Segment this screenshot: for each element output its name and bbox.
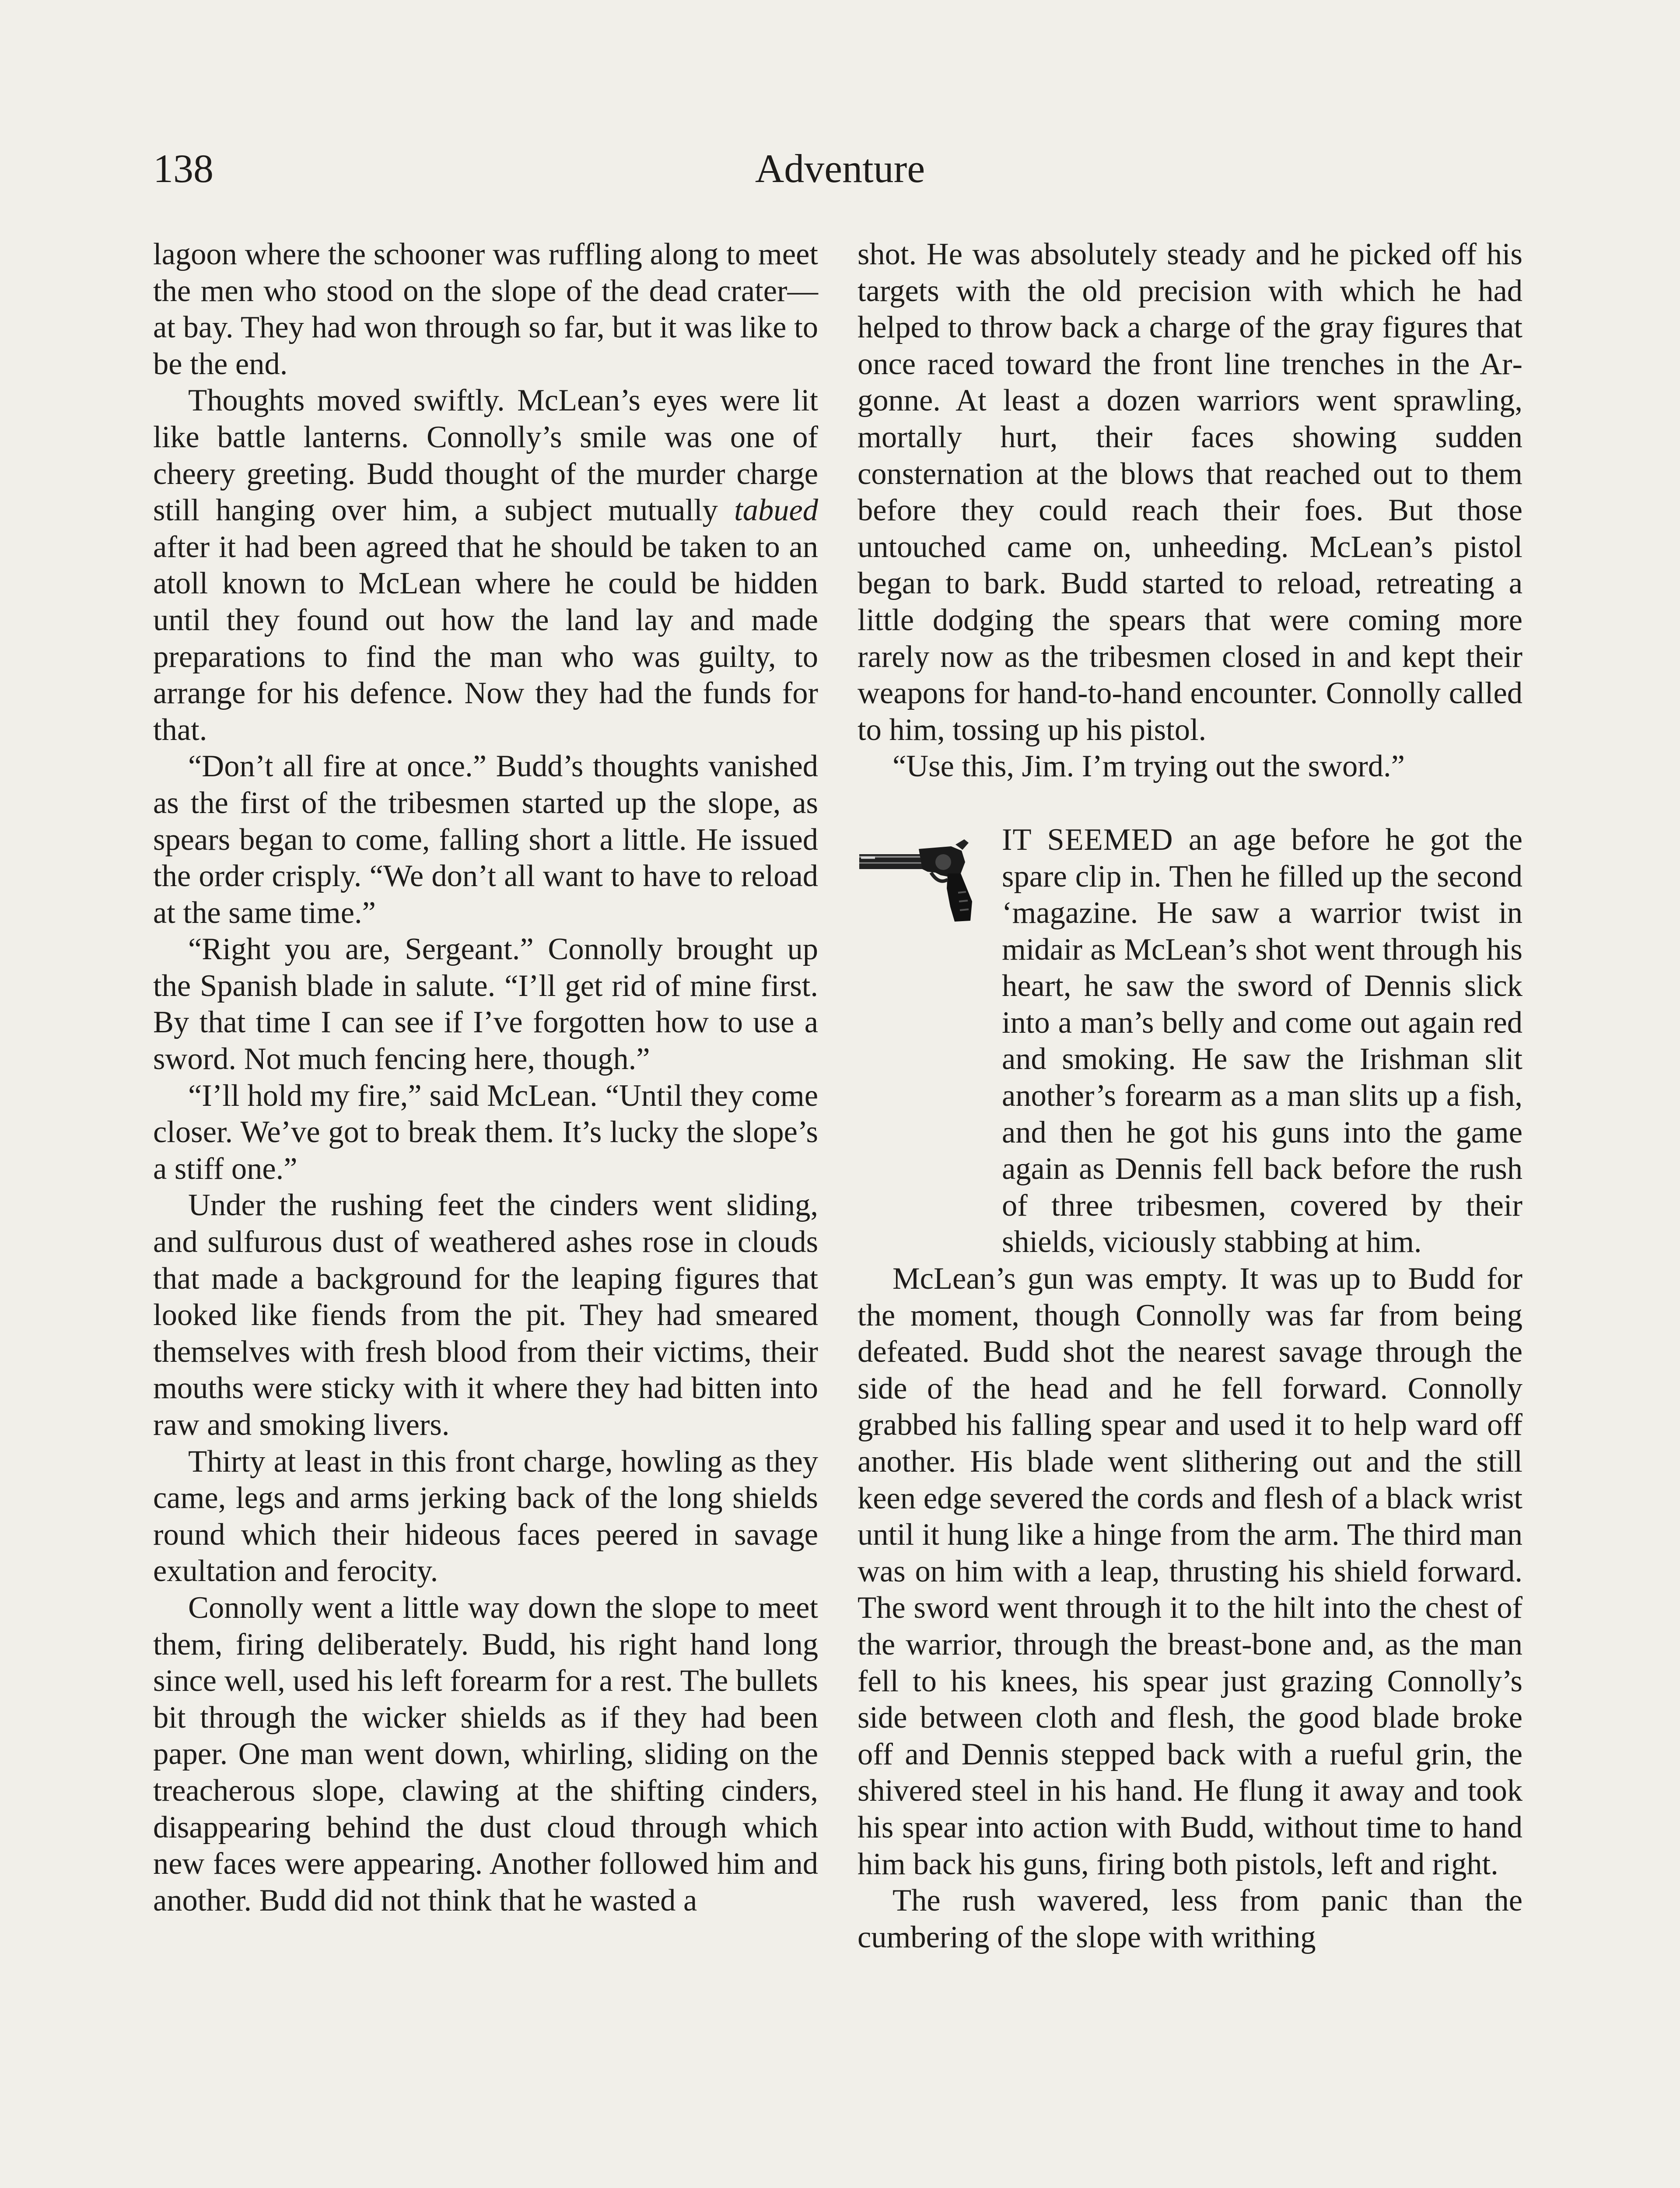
italic-word: tabued	[734, 493, 819, 528]
paragraph: shot. He was absolutely steady and he picked off his targets with the old precision with which he had helped to throw back a charge of the gray figures that once raced toward the front line trenches in the Argonne. At least a dozen warriors went sprawling, mortally hurt, their faces showing sudden consternation at the blows that reached out to them before they could reach their foes. But those untouched came on, unheeding. McLean’s pistol began to bark. Budd started to reload, retreating a little dodging the spears that were coming more rarely now as the tribesmen closed in and kept their weapons for hand-to-hand encounter. Connolly called to him, tossing up his pistol.	[858, 237, 1522, 747]
paragraph: “Use this, Jim. I’m trying out the sword.”	[892, 749, 1405, 784]
paragraph	[153, 382, 818, 748]
paragraph: “Don’t all fire at once.” Budd’s thoughts vanished as the first of the tribesmen started up the slope, as spears began to come, falling short a little. He issued the order crisply. “We don’t all want to have to reload at the same time.”	[153, 749, 818, 930]
paragraph: “I’ll hold my fire,” said McLean. “Until they come closer. We’ve got to break them. It’s lucky the slope’s a stiff one.”	[153, 1078, 818, 1186]
section-lead-in: IT SEEMED	[1002, 822, 1173, 857]
paragraph: Under the rushing feet the cinders went sliding, and sulfurous dust of weathered ashes rose in clouds that made a background for the leaping figures that looked like fiends from the pit. They had smeared themselves with fresh blood from their victims, their mouths were sticky with it where they had bitten into raw and smoking livers.	[153, 1188, 818, 1442]
paragraph: lagoon where the schooner was ruffling along to meet the men who stood on the slope of the dead crater—at bay. They had won through so far, but it was like to be the end.	[153, 237, 818, 381]
section-break	[858, 785, 1522, 822]
paragraph: “Right you are, Sergeant.” Connolly brought up the Spanish blade in salute. “I’ll get rid of mine first. By that time I can see if I’ve forgotten how to use a sword. Not much fencing here, though.”	[153, 932, 818, 1076]
right-column	[858, 236, 1522, 1956]
paragraph	[1002, 822, 1522, 1261]
page-header	[153, 144, 1527, 193]
left-column	[153, 236, 818, 1919]
paragraph: McLean’s gun was empty. It was up to Budd for the moment, though Connolly was far from being defeated. Budd shot the nearest savage through the side of the head and he fell forward. Connolly grabbed his falling spear and used it to help ward off another. His blade went slithering out and the still keen edge severed the cords and flesh of a black wrist until it hung like a hinge from the arm. The third man was on him with a leap, thrusting his shield forward. The sword went through it to the hilt into the chest of the warrior, through the breast-bone and, as the man fell to his knees, his spear just grazing Connolly’s side between cloth and flesh, the good blade broke off and Dennis stepped back with a rueful grin, the shivered steel in his hand. He flung it away and took his spear into action with Budd, without time to hand him back his guns, firing both pistols, left and right.	[858, 1262, 1522, 1881]
paragraph-text: an age before he got the spare clip in. Then he filled up the second ‘magazine. He saw a warrior twist in midair as McLean’s shot went through his heart, he saw the sword of Dennis slick into a man’s belly and come out again red and smoking. He saw the Irishman slit another’s forearm as a man slits up a fish, and then he got his guns into the game again as Dennis fell back before the rush of three tribesmen, covered by their shields, viciously stabbing at him.	[1002, 822, 1523, 1259]
paragraph-text: after it had been agreed that he should be taken to an atoll known to McLean where he could be hidden until they found out how the land lay and made preparations to find the man who was guilty, to arrange for his defence. Now they had the funds for that.	[153, 529, 818, 747]
magazine-title: Adventure	[755, 146, 925, 191]
paragraph-text: Thoughts moved swiftly. McLean’s eyes were lit like battle lanterns. Connolly’s smile was one of cheery greeting. Budd thought of the murder charge still hanging over him, a subject mutually	[153, 383, 818, 528]
paragraph: The rush wavered, less from panic than the cumbering of the slope with writhing	[858, 1883, 1522, 1954]
paragraph: Connolly went a little way down the slope to meet them, firing deliberately. Budd, his right hand long since well, used his left forearm for a rest. The bullets bit through the wicker shields as if they had been paper. One man went down, whirling, sliding on the treacherous slope, clawing at the shifting cinders, disappearing behind the dust cloud through which new faces were appearing. Another followed him and another. Budd did not think that he wasted a	[153, 1590, 818, 1918]
page-number: 138	[153, 146, 214, 191]
paragraph: Thirty at least in this front charge, howling as they came, legs and arms jerking back of the long shields round which their hideous faces peered in savage exultation and ferocity.	[153, 1444, 818, 1588]
section-opening	[858, 822, 1522, 1261]
revolver-icon	[858, 831, 989, 923]
